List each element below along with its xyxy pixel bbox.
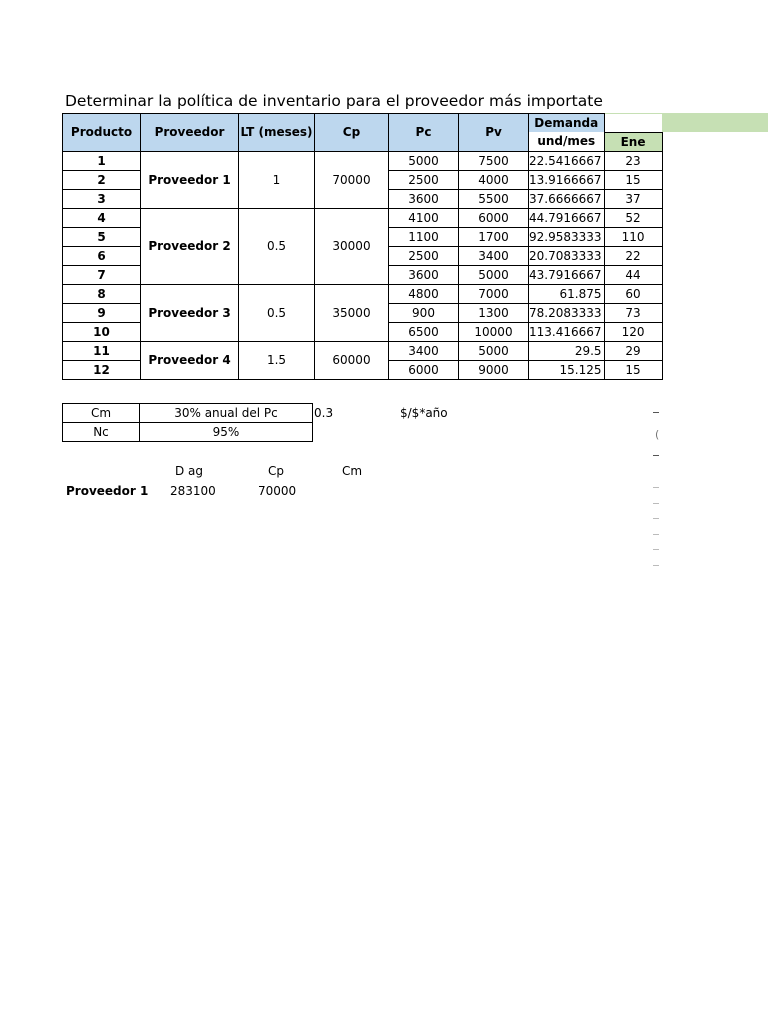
cell-pv[interactable]: 9000 — [459, 360, 529, 379]
cell-demanda[interactable]: 13.9166667 — [529, 170, 605, 189]
cell-demanda[interactable]: 44.7916667 — [529, 208, 605, 227]
sheet-title: Determinar la política de inventario para el proveedor más importate — [65, 92, 603, 110]
cell-producto[interactable]: 5 — [63, 227, 141, 246]
param-nc-value[interactable]: 95% — [140, 423, 313, 442]
cell-ene[interactable]: 60 — [604, 284, 662, 303]
cell-demanda[interactable]: 20.7083333 — [529, 246, 605, 265]
param-cm-value[interactable]: 30% anual del Pc — [140, 404, 313, 423]
cell-pc[interactable]: 6000 — [389, 360, 459, 379]
cell-ene[interactable]: 15 — [604, 360, 662, 379]
edge-mark — [653, 565, 659, 566]
cell-demanda[interactable]: 113.416667 — [529, 322, 605, 341]
header-demanda[interactable]: Demanda — [529, 114, 605, 133]
cell-producto[interactable]: 10 — [63, 322, 141, 341]
cell-lt[interactable]: 1.5 — [239, 341, 315, 379]
cell-pv[interactable]: 4000 — [459, 170, 529, 189]
cell-producto[interactable]: 6 — [63, 246, 141, 265]
header-empty-cell[interactable] — [604, 114, 662, 133]
cell-producto[interactable]: 1 — [63, 151, 141, 170]
cell-pv[interactable]: 7500 — [459, 151, 529, 170]
cell-cp[interactable]: 70000 — [315, 151, 389, 208]
cell-pc[interactable]: 4100 — [389, 208, 459, 227]
cell-ene[interactable]: 22 — [604, 246, 662, 265]
summary-row-label[interactable]: Proveedor 1 — [66, 484, 149, 498]
cell-pv[interactable]: 1700 — [459, 227, 529, 246]
cell-pv[interactable]: 5500 — [459, 189, 529, 208]
header-demanda-unit[interactable]: und/mes — [529, 132, 605, 151]
cell-pv[interactable]: 3400 — [459, 246, 529, 265]
cell-demanda[interactable]: 78.2083333 — [529, 303, 605, 322]
table-body — [63, 151, 663, 379]
cell-pv[interactable]: 7000 — [459, 284, 529, 303]
cell-producto[interactable]: 8 — [63, 284, 141, 303]
cell-lt[interactable]: 1 — [239, 151, 315, 208]
cell-pc[interactable]: 3600 — [389, 265, 459, 284]
param-nc-label[interactable]: Nc — [63, 423, 140, 442]
cell-pc[interactable]: 3400 — [389, 341, 459, 360]
cell-producto[interactable]: 11 — [63, 341, 141, 360]
cell-pc[interactable]: 6500 — [389, 322, 459, 341]
cell-pv[interactable]: 5000 — [459, 341, 529, 360]
summary-header-cm[interactable]: Cm — [342, 464, 363, 478]
header-pv[interactable]: Pv — [459, 114, 529, 152]
cell-pc[interactable]: 900 — [389, 303, 459, 322]
header-cp[interactable]: Cp — [315, 114, 389, 152]
param-cm-label[interactable]: Cm — [63, 404, 140, 423]
edge-mark — [653, 549, 659, 550]
cell-lt[interactable]: 0.5 — [239, 208, 315, 284]
cell-ene[interactable]: 15 — [604, 170, 662, 189]
cell-cp[interactable]: 35000 — [315, 284, 389, 341]
summary-row-cp[interactable]: 70000 — [258, 484, 297, 498]
cell-demanda[interactable]: 92.9583333 — [529, 227, 605, 246]
table-row — [63, 341, 663, 360]
header-ene[interactable]: Ene — [604, 132, 662, 151]
cell-ene[interactable]: 29 — [604, 341, 662, 360]
cell-proveedor[interactable]: Proveedor 1 — [141, 151, 239, 208]
edge-mark — [653, 503, 659, 504]
cell-demanda[interactable]: 29.5 — [529, 341, 605, 360]
cell-ene[interactable]: 73 — [604, 303, 662, 322]
inventory-table — [62, 113, 663, 380]
cell-pc[interactable]: 4800 — [389, 284, 459, 303]
edge-mark — [653, 534, 659, 535]
cell-pv[interactable]: 5000 — [459, 265, 529, 284]
cell-ene[interactable]: 120 — [604, 322, 662, 341]
header-lt[interactable]: LT (meses) — [239, 114, 315, 152]
cell-pv[interactable]: 10000 — [459, 322, 529, 341]
cell-pc[interactable]: 5000 — [389, 151, 459, 170]
cell-producto[interactable]: 4 — [63, 208, 141, 227]
cell-proveedor[interactable]: Proveedor 2 — [141, 208, 239, 284]
summary-row-dag[interactable]: 283100 — [170, 484, 216, 498]
table-row — [63, 151, 663, 170]
cell-producto[interactable]: 9 — [63, 303, 141, 322]
cell-proveedor[interactable]: Proveedor 4 — [141, 341, 239, 379]
cell-producto[interactable]: 7 — [63, 265, 141, 284]
summary-header-dag[interactable]: D ag — [175, 464, 204, 478]
cell-demanda[interactable]: 43.7916667 — [529, 265, 605, 284]
cell-ene[interactable]: 52 — [604, 208, 662, 227]
cell-proveedor[interactable]: Proveedor 3 — [141, 284, 239, 341]
table-row — [63, 284, 663, 303]
cell-pc[interactable]: 3600 — [389, 189, 459, 208]
cell-pc[interactable]: 2500 — [389, 170, 459, 189]
cell-pv[interactable]: 1300 — [459, 303, 529, 322]
edge-glyph: ( — [655, 428, 660, 441]
cell-producto[interactable]: 12 — [63, 360, 141, 379]
cell-lt[interactable]: 0.5 — [239, 284, 315, 341]
header-producto[interactable]: Producto — [63, 114, 141, 152]
edge-mark — [653, 487, 659, 488]
summary-header-cp[interactable]: Cp — [268, 464, 284, 478]
table-row — [63, 208, 663, 227]
cell-producto[interactable]: 2 — [63, 170, 141, 189]
cell-producto[interactable]: 3 — [63, 189, 141, 208]
cell-pc[interactable]: 2500 — [389, 246, 459, 265]
cell-pc[interactable]: 1100 — [389, 227, 459, 246]
edge-mark — [653, 412, 659, 413]
edge-mark — [653, 518, 659, 519]
edge-mark — [653, 455, 659, 456]
cell-ene[interactable]: 44 — [604, 265, 662, 284]
cell-pv[interactable]: 6000 — [459, 208, 529, 227]
params-table — [62, 403, 313, 442]
cell-demanda[interactable]: 61.875 — [529, 284, 605, 303]
param-cm-unit[interactable]: $/$*año — [400, 406, 448, 420]
cell-ene[interactable]: 37 — [604, 189, 662, 208]
cell-ene[interactable]: 23 — [604, 151, 662, 170]
cell-cp[interactable]: 30000 — [315, 208, 389, 284]
cell-ene[interactable]: 110 — [604, 227, 662, 246]
header-proveedor[interactable]: Proveedor — [141, 114, 239, 152]
cell-demanda[interactable]: 37.6666667 — [529, 189, 605, 208]
cell-demanda[interactable]: 22.5416667 — [529, 151, 605, 170]
param-cm-number[interactable]: 0.3 — [314, 406, 334, 420]
header-pc[interactable]: Pc — [389, 114, 459, 152]
cell-cp[interactable]: 60000 — [315, 341, 389, 379]
cell-demanda[interactable]: 15.125 — [529, 360, 605, 379]
